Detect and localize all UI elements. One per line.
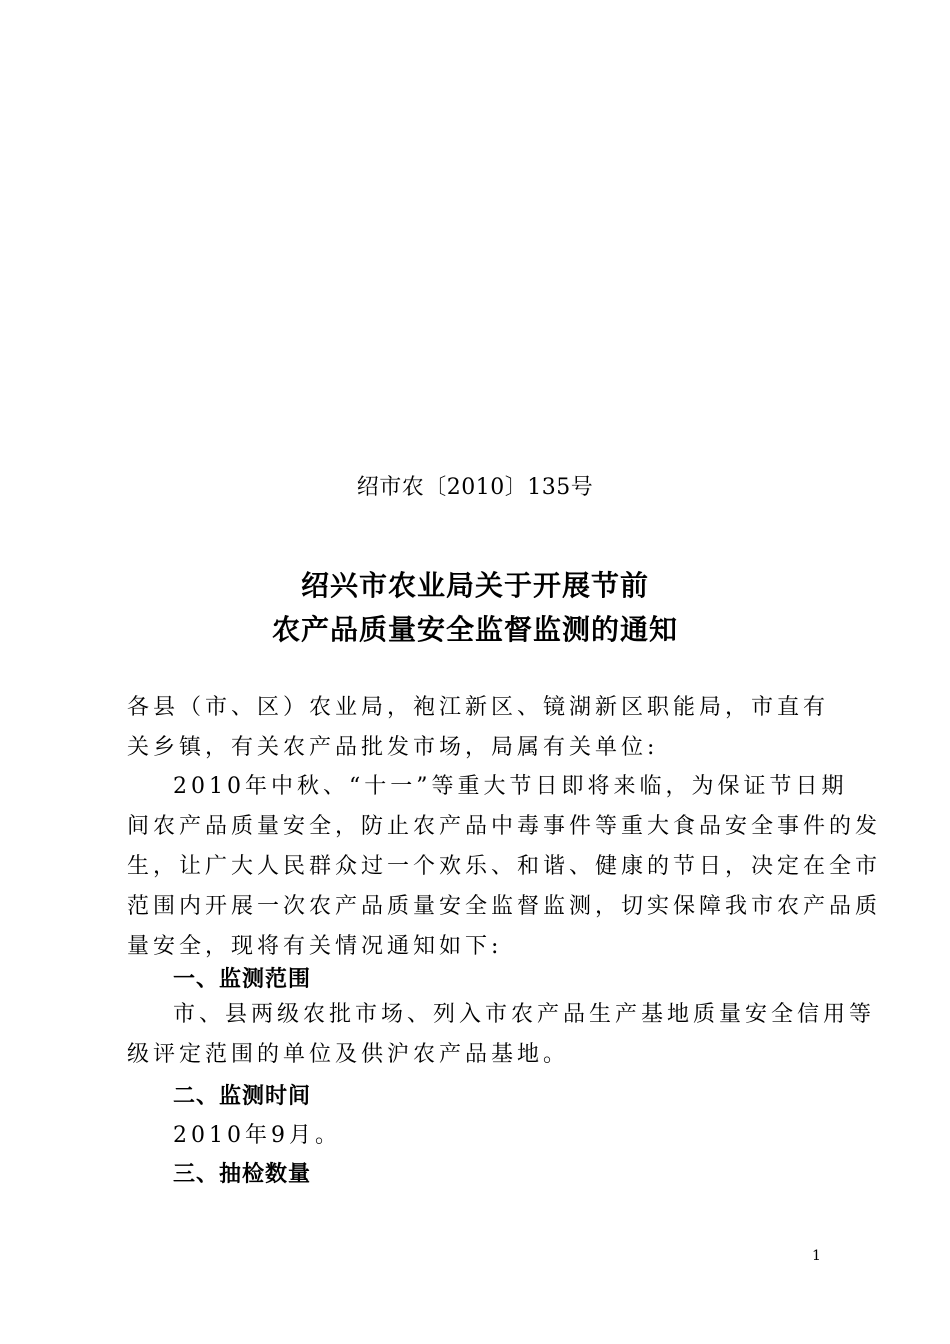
section-1-heading: 一、监测范围 bbox=[173, 967, 312, 992]
addressee-line-2: 关乡镇，有关农产品批发市场，局属有关单位: bbox=[127, 735, 659, 760]
document-title-line-2: 农产品质量安全监督监测的通知 bbox=[271, 613, 678, 646]
intro-line-5: 量安全，现将有关情况通知如下: bbox=[127, 934, 503, 959]
section-1-line-2: 级评定范围的单位及供沪农产品基地。 bbox=[127, 1042, 570, 1067]
document-number: 绍市农〔2010〕135号 bbox=[356, 475, 594, 500]
addressee-line-1: 各县（市、区）农业局，袍江新区、镜湖新区职能局，市直有 bbox=[127, 695, 830, 720]
intro-line-4: 范围内开展一次农产品质量安全监督监测，切实保障我市农产品质 bbox=[127, 894, 882, 919]
intro-line-1: 2010年中秋、“十一”等重大节日即将来临，为保证节日期 bbox=[173, 774, 848, 799]
intro-paragraph bbox=[127, 767, 882, 967]
section-1-paragraph bbox=[127, 995, 876, 1075]
intro-line-3: 生，让广大人民群众过一个欢乐、和谐、健康的节日，决定在全市 bbox=[127, 854, 882, 879]
section-2-text: 2010年9月。 bbox=[173, 1123, 341, 1148]
intro-line-2: 间农产品质量安全，防止农产品中毒事件等重大食品安全事件的发 bbox=[127, 814, 882, 839]
page-number: 1 bbox=[812, 1248, 821, 1264]
section-1-line-1: 市、县两级农批市场、列入市农产品生产基地质量安全信用等 bbox=[173, 1002, 876, 1027]
section-2-heading: 二、监测时间 bbox=[173, 1084, 312, 1109]
addressee-paragraph bbox=[127, 688, 830, 768]
section-3-heading: 三、抽检数量 bbox=[173, 1162, 312, 1187]
document-title-line-1: 绍兴市农业局关于开展节前 bbox=[300, 569, 649, 602]
